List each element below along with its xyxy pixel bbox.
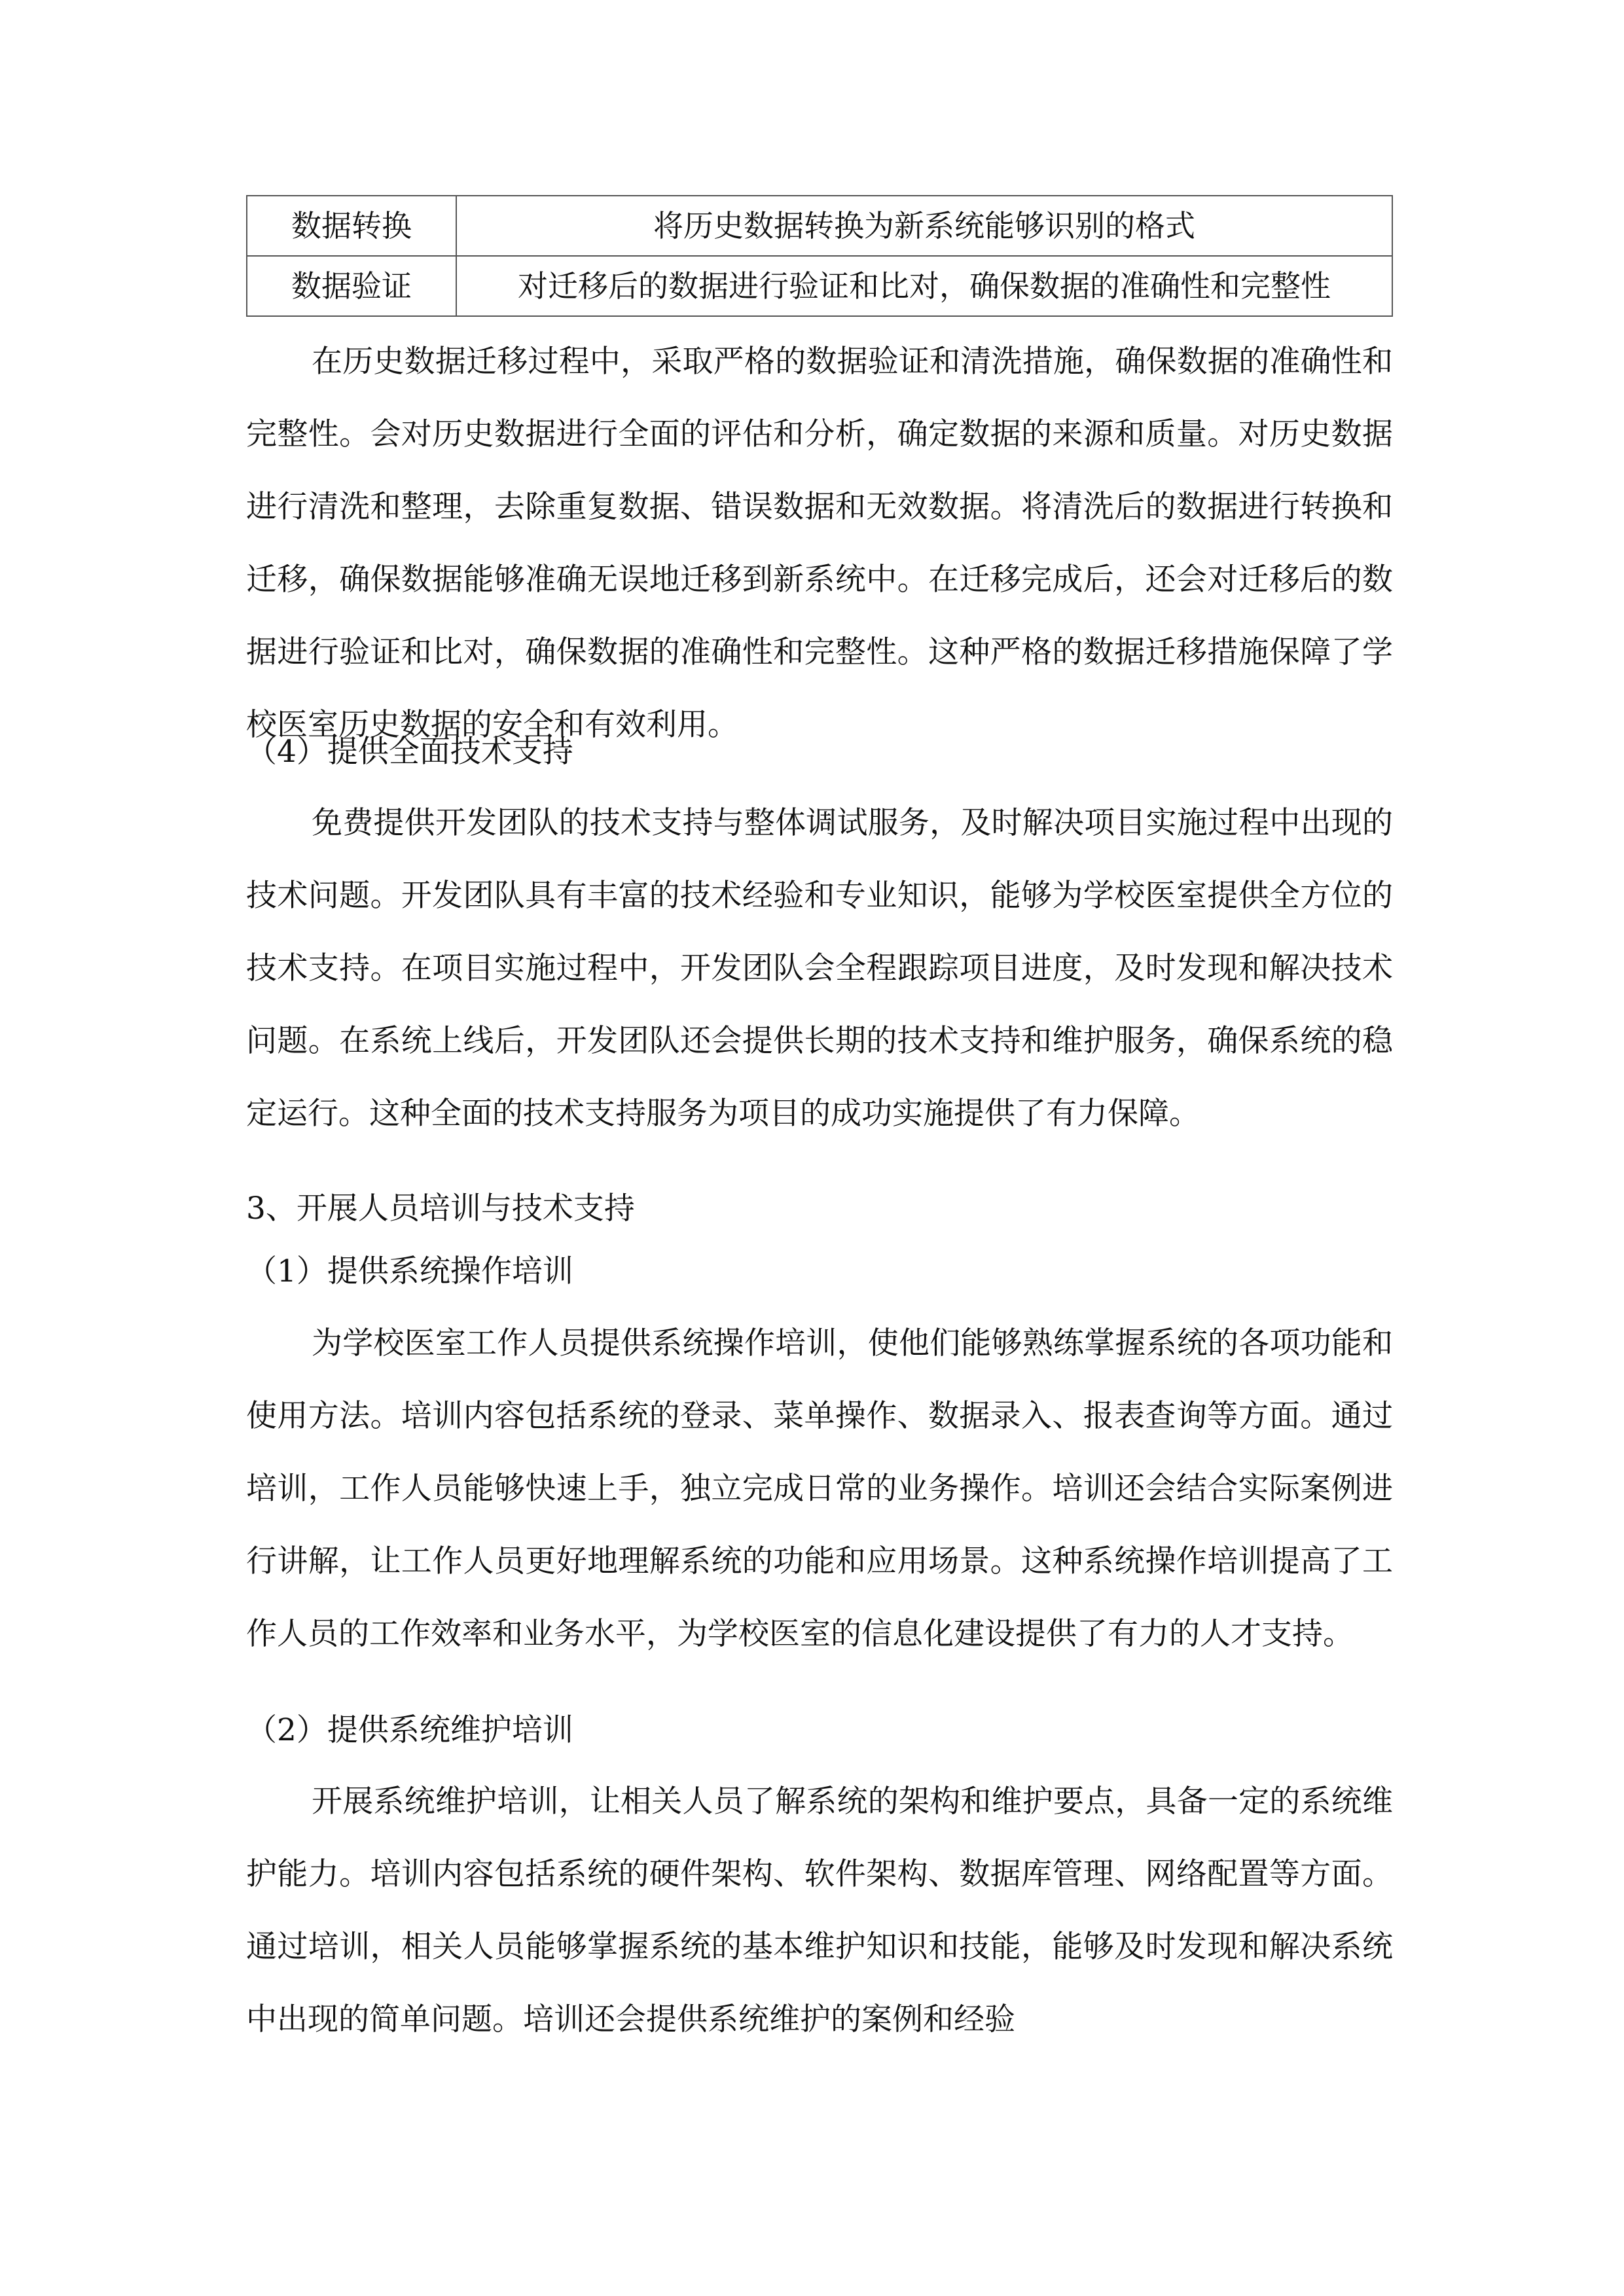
subheading-operation-training: （1）提供系统操作培训: [246, 1253, 573, 1289]
table-cell-step-name: 数据转换: [247, 196, 456, 256]
paragraph-technical-support: 免费提供开发团队的技术支持与整体调试服务，及时解决项目实施过程中出现的技术问题。开发团队具有丰富的技术经验和专业知识，能够为学校医室提供全方位的技术支持。在项目实施过程中，开发团队会全程跟踪项目进度，及时发现和解决技术问题。在系统上线后，开发团队还会提供长期的技术支持和维护服务，确保系统的稳定运行。这种全面的技术支持服务为项目的成功实施提供了有力保障。: [246, 805, 1393, 1132]
subheading-technical-support: （4）提供全面技术支持: [246, 734, 573, 770]
section-heading-training: 3、开展人员培训与技术支持: [246, 1191, 635, 1227]
table-row: [247, 196, 1392, 256]
table-cell-step-name: 数据验证: [247, 256, 456, 316]
table-row: [247, 256, 1392, 316]
table-cell-step-description: 对迁移后的数据进行验证和比对，确保数据的准确性和完整性: [456, 256, 1392, 316]
subheading-maintenance-training: （2）提供系统维护培训: [246, 1712, 573, 1748]
paragraph-data-migration: 在历史数据迁移过程中，采取严格的数据验证和清洗措施，确保数据的准确性和完整性。会对历史数据进行全面的评估和分析，确定数据的来源和质量。对历史数据进行清洗和整理，去除重复数据、错误数据和无效数据。将清洗后的数据进行转换和迁移，确保数据能够准确无误地迁移到新系统中。在迁移完成后，还会对迁移后的数据进行验证和比对，确保数据的准确性和完整性。这种严格的数据迁移措施保障了学校医室历史数据的安全和有效利用。: [246, 344, 1393, 743]
migration-steps-table: [246, 195, 1393, 317]
paragraph-operation-training: 为学校医室工作人员提供系统操作培训，使他们能够熟练掌握系统的各项功能和使用方法。培训内容包括系统的登录、菜单操作、数据录入、报表查询等方面。通过培训，工作人员能够快速上手，独立完成日常的业务操作。培训还会结合实际案例进行讲解，让工作人员更好地理解系统的功能和应用场景。这种系统操作培训提高了工作人员的工作效率和业务水平，为学校医室的信息化建设提供了有力的人才支持。: [246, 1325, 1393, 1652]
paragraph-maintenance-training: 开展系统维护培训，让相关人员了解系统的架构和维护要点，具备一定的系统维护能力。培训内容包括系统的硬件架构、软件架构、数据库管理、网络配置等方面。通过培训，相关人员能够掌握系统的基本维护知识和技能，能够及时发现和解决系统中出现的简单问题。培训还会提供系统维护的案例和经验: [246, 1784, 1393, 2037]
table-cell-step-description: 将历史数据转换为新系统能够识别的格式: [456, 196, 1392, 256]
